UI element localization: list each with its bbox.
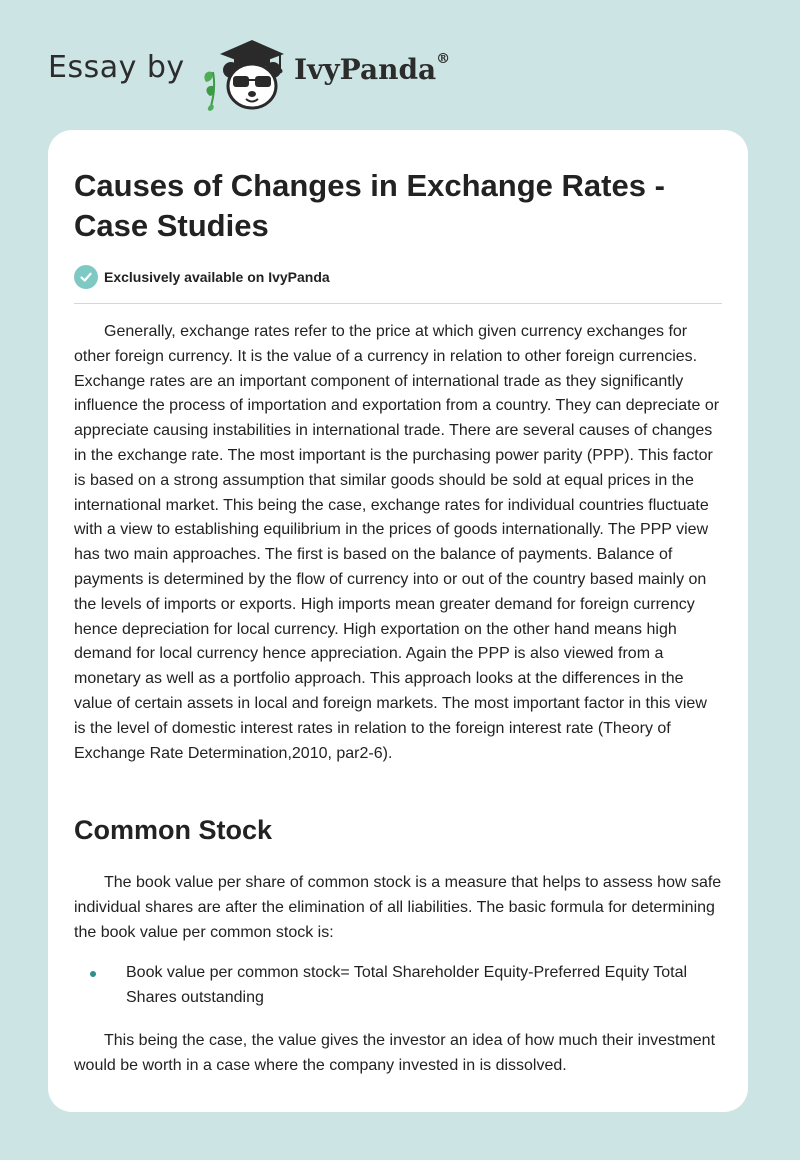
paragraph-conclusion: This being the case, the value gives the investor an idea of how much their investment would be worth in a case where the company invested in is dissolved. xyxy=(74,1032,716,1074)
site-header xyxy=(48,36,748,116)
registered-mark: ® xyxy=(436,50,451,67)
bullet-icon xyxy=(90,971,96,977)
list-item-text: Book value per common stock= Total Shareholder Equity-Preferred Equity Total Shares outstanding xyxy=(126,964,688,1006)
exclusive-label: Exclusively available on IvyPanda xyxy=(104,269,330,285)
paragraph-common-stock: The book value per share of common stock is a measure that helps to assess how safe individual shares are after the elimination of all liabilities. The basic formula for determining the book value per common stock is: xyxy=(74,874,722,941)
paragraph-intro: Generally, exchange rates refer to the price at which given currency exchanges for other foreign currency. It is the value of a currency in relation to other foreign currencies. Exchange rates are an important component of international trade as they significantly influence the process of importation and exportation from a country. They can depreciate or appreciate causing instabilities in international trade. There are several causes of changes in the exchange rate. The most important is the purchasing power parity (PPP). This factor is based on a strong assumption that similar goods should be sold at equal prices in the international market. This being the case, exchange rates for individual countries fluctuate with a view to establishing equilibrium in the prices of goods internationally. The PPP view has two main approaches. The first is based on the balance of payments. Balance of payments is determined by the flow of currency into or out of the country based mainly on the levels of imports or exports. High imports mean greater demand for foreign currency hence depreciation for local currency. High exportation on the other hand means high demand for local currency hence appreciation. Again the PPP is also viewed from a monetary as well as a portfolio approach. This approach looks at the differences in the value of certain assets in local and foreign markets. The most important factor in this view is the level of domestic interest rates in relation to the foreign interest rate (Theory of Exchange Rate Determination,2010, par2-6). xyxy=(74,323,720,762)
page-title: Causes of Changes in Exchange Rates - Case Studies xyxy=(74,168,665,243)
panda-logo-icon[interactable] xyxy=(200,36,288,112)
check-icon xyxy=(74,265,98,289)
brand-name[interactable]: IvyPanda® xyxy=(294,50,451,86)
article-card xyxy=(48,130,748,1112)
exclusive-badge xyxy=(74,264,330,290)
essay-by-label: Essay by xyxy=(48,50,185,85)
list-item xyxy=(74,961,722,1011)
divider xyxy=(74,303,722,304)
section-heading: Common Stock xyxy=(74,815,273,845)
